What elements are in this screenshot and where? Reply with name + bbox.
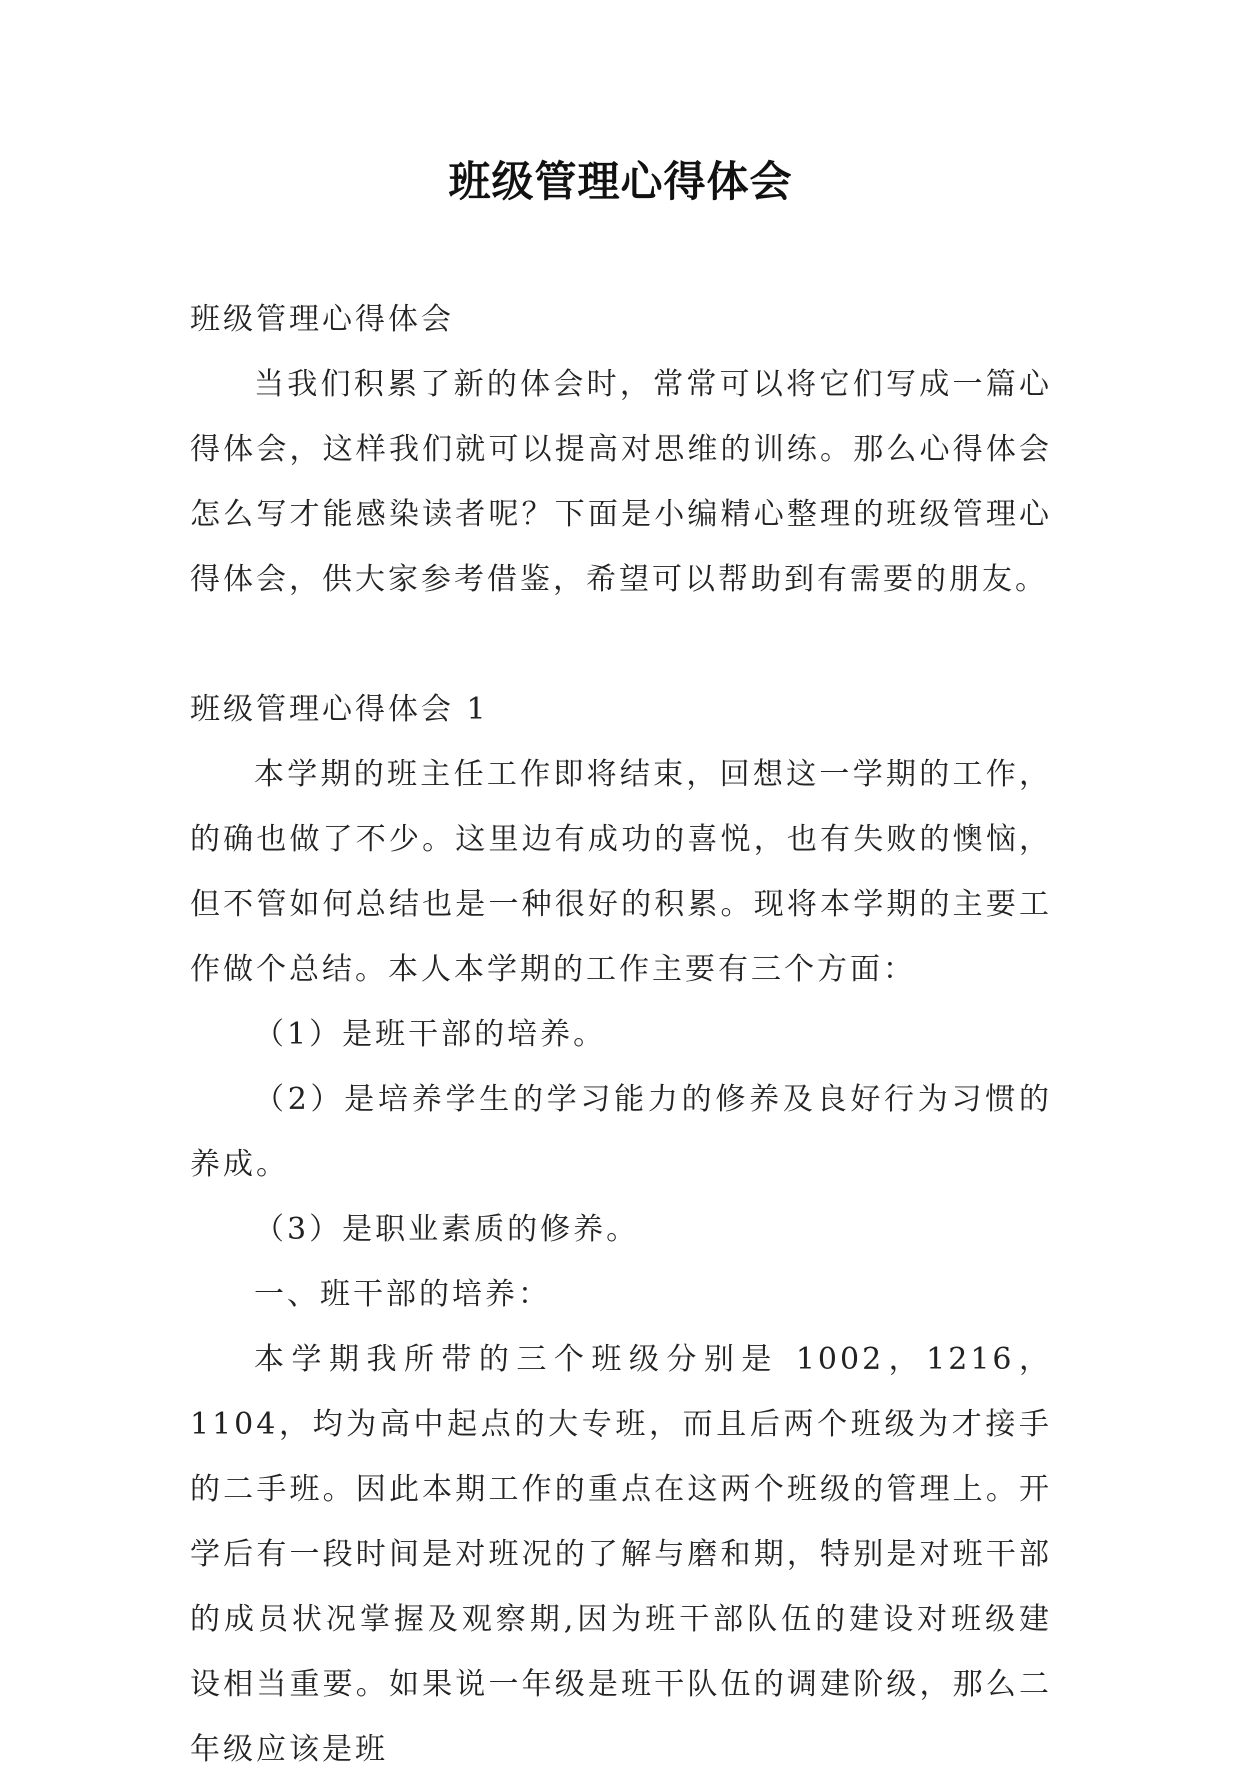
list-item-1: （1）是班干部的培养。 [254,1017,607,1052]
document-body [190,287,1052,1782]
list-item-2: （2）是培养学生的学习能力的修养及良好行为习惯的养成。 [190,1082,1052,1182]
list-item-3: （3）是职业素质的修养。 [254,1212,640,1247]
paragraph-spacer [190,612,1052,677]
paragraph-1: 本学期的班主任工作即将结束，回想这一学期的工作，的确也做了不少。这里边有成功的喜悦，也有失败的懊恼，但不管如何总结也是一种很好的积累。现将本学期的主要工作做个总结。本人本学期的工作主要有三个方面： [190,757,1052,987]
intro-paragraph: 当我们积累了新的体会时，常常可以将它们写成一篇心得体会，这样我们就可以提高对思维的训练。那么心得体会怎么写才能感染读者呢？下面是小编精心整理的班级管理心得体会，供大家参考借鉴，希望可以帮助到有需要的朋友。 [190,367,1052,597]
subsection-heading-1: 一、班干部的培养： [254,1277,551,1312]
paragraph-2: 本学期我所带的三个班级分别是 1002，1216，1104，均为高中起点的大专班，而且后两个班级为才接手的二手班。因此本期工作的重点在这两个班级的管理上。开学后有一段时间是对班况的了解与磨和期，特别是对班干部的成员状况掌握及观察期,因为班干部队伍的建设对班级建设相当重要。如果说一年级是班干队伍的调建阶级，那么二年级应该是班 [190,1342,1052,1767]
intro-heading: 班级管理心得体会 [190,302,454,337]
section-heading-1: 班级管理心得体会 1 [190,692,489,727]
document-title: 班级管理心得体会 [448,157,793,206]
